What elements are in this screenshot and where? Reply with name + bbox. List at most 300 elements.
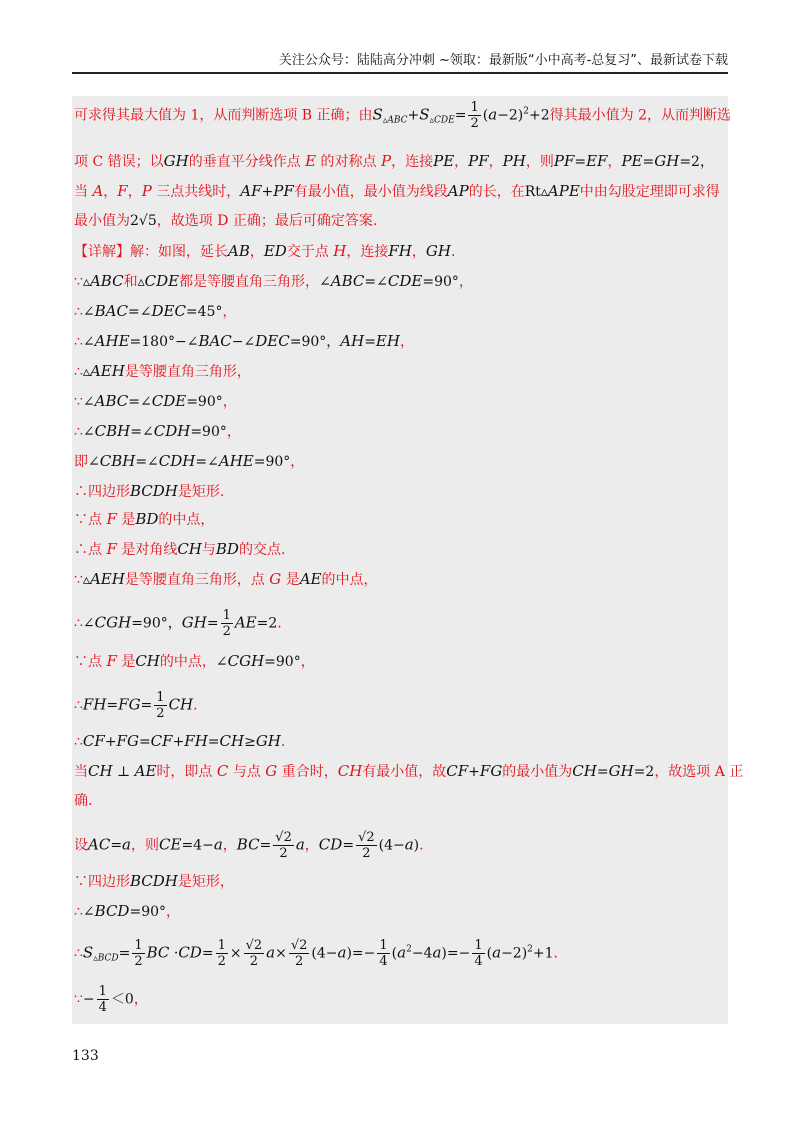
math-symbol: BAC — [198, 332, 232, 350]
text-run: ▵CDE — [429, 115, 455, 126]
text-run: ， — [222, 837, 237, 854]
text-run: × — [275, 945, 287, 962]
text-run: ∴点 — [74, 542, 107, 558]
math-symbol: PF — [553, 152, 575, 170]
text-run: −∠ — [231, 334, 256, 350]
math-symbol: CDE — [151, 392, 187, 410]
text-run: =∠ — [128, 394, 152, 410]
math-symbol: C — [216, 762, 229, 780]
math-symbol: BC — [236, 835, 260, 854]
math-symbol: CBH — [94, 422, 131, 440]
math-symbol: AE — [134, 762, 157, 780]
text-run: . — [419, 837, 424, 854]
text-run: =90° — [253, 454, 291, 470]
math-symbol: CDE — [387, 272, 423, 290]
math-symbol: FH — [184, 732, 208, 750]
math-symbol: a — [404, 835, 414, 854]
math-symbol: S — [82, 943, 94, 962]
math-symbol: AE — [299, 570, 322, 588]
math-symbol: PE — [621, 152, 643, 170]
text-line — [74, 300, 236, 323]
text-run: ∠ — [88, 454, 100, 470]
text-run: ， — [103, 184, 118, 200]
math-symbol: AF — [240, 182, 262, 200]
text-line — [74, 568, 378, 591]
text-run: ， — [300, 654, 315, 670]
math-symbol: BAC — [94, 302, 128, 320]
text-run: + — [172, 734, 185, 750]
text-run: 与点 — [228, 764, 266, 780]
math-symbol: GH — [255, 732, 281, 750]
math-symbol: BCDH — [130, 482, 178, 500]
math-symbol: GH — [425, 242, 451, 260]
text-run: =∠ — [135, 454, 159, 470]
text-line — [74, 730, 285, 753]
fraction — [216, 938, 228, 969]
math-symbol: a — [213, 835, 223, 854]
text-run: ∴ — [74, 304, 83, 320]
text-line — [74, 608, 282, 639]
text-run: ，则 — [131, 837, 159, 854]
math-symbol: FG — [116, 732, 139, 750]
fraction-denominator: 4 — [474, 954, 483, 969]
text-run: 即 — [74, 454, 88, 470]
text-line — [74, 900, 180, 923]
text-run: 是矩形. — [177, 484, 225, 500]
text-run: = — [259, 837, 272, 854]
text-run: (4− — [378, 837, 405, 854]
text-line — [74, 938, 558, 970]
fraction-numerator: 1 — [134, 938, 143, 953]
text-run: + — [104, 734, 117, 750]
text-run: ∠ — [215, 654, 228, 670]
fraction-denominator: 2 — [217, 954, 226, 969]
text-run: )=− — [346, 945, 376, 962]
text-run: =90° — [190, 424, 227, 440]
text-run: 中由勾股定理即可求得 — [579, 184, 720, 200]
math-symbol: CD — [178, 943, 202, 962]
fraction-numerator: 1 — [379, 938, 388, 953]
fraction — [132, 938, 144, 969]
text-run: ＜0 — [110, 991, 134, 1008]
text-run: 当 — [74, 764, 88, 780]
text-line — [74, 450, 304, 473]
math-symbol: a — [432, 943, 442, 962]
math-symbol: BD — [135, 510, 159, 528]
math-symbol: F — [106, 510, 117, 528]
text-run: 是 — [116, 512, 136, 528]
math-symbol: a — [122, 835, 131, 854]
fraction — [273, 830, 294, 861]
text-run: ∵ — [74, 274, 83, 290]
text-run: ) — [413, 837, 420, 854]
math-symbol: F — [106, 652, 117, 670]
math-symbol: CGH — [94, 613, 132, 632]
text-run: + — [407, 107, 420, 124]
text-run: 项 C 错误；以 — [74, 154, 164, 170]
text-run: . — [450, 244, 456, 260]
math-symbol: a — [337, 943, 347, 962]
text-run: 的对称点 — [316, 154, 382, 170]
fraction-denominator: 2 — [134, 954, 143, 969]
fraction-denominator: 2 — [362, 846, 371, 861]
math-symbol: AEH — [89, 362, 125, 380]
text-run: ∴四边形 — [74, 484, 130, 500]
text-run: 是对角线 — [116, 542, 178, 558]
text-run: 得其最小值为 2，从而判断选 — [549, 107, 732, 124]
math-symbol: a — [488, 105, 498, 124]
text-run: 2 — [523, 106, 530, 117]
math-symbol: GH — [181, 613, 207, 632]
text-run: ≥ — [244, 734, 256, 750]
text-run: = — [342, 837, 355, 854]
math-symbol: G — [269, 570, 282, 588]
text-run: 当 — [74, 184, 93, 200]
text-run: = — [206, 615, 219, 632]
text-run: ▵ — [82, 364, 90, 380]
math-symbol: S — [419, 105, 430, 124]
text-run: = — [574, 154, 587, 170]
text-run: 是 — [281, 572, 300, 588]
fraction — [289, 938, 310, 969]
text-run: ， — [290, 454, 305, 470]
text-run: ， — [607, 154, 622, 170]
fraction-numerator: 1 — [474, 938, 483, 953]
text-run: ▵ — [82, 274, 90, 290]
text-run: = — [201, 945, 214, 962]
math-symbol: BCDH — [130, 872, 178, 890]
text-run: 2 — [527, 944, 533, 955]
text-run: =45° — [185, 304, 223, 320]
text-line — [74, 870, 234, 893]
fraction-denominator: 4 — [98, 1000, 107, 1015]
fraction-numerator: 1 — [156, 690, 165, 705]
text-run: =∠ — [128, 304, 152, 320]
text-line — [74, 830, 424, 861]
text-run: ∵点 — [74, 512, 107, 528]
text-run: ，连接 — [346, 244, 389, 260]
math-symbol: GH — [654, 152, 680, 170]
text-run: ▵ — [137, 274, 145, 290]
text-run: ∠ — [82, 904, 95, 920]
fraction-numerator: 1 — [222, 608, 231, 623]
text-run: = — [596, 764, 609, 780]
math-symbol: ABC — [89, 272, 124, 290]
fraction-numerator: 1 — [98, 984, 107, 999]
text-line — [74, 508, 214, 531]
text-line — [74, 690, 198, 721]
math-symbol: APE — [547, 182, 580, 200]
math-symbol: EF — [586, 152, 608, 170]
text-line — [74, 330, 414, 353]
math-symbol: AE — [234, 613, 257, 632]
fraction-denominator: 2 — [294, 954, 304, 969]
math-symbol: ED — [263, 242, 287, 260]
text-run: ， — [454, 154, 469, 170]
text-run: ， — [222, 304, 237, 320]
text-run: = — [454, 107, 467, 124]
text-run: =∠ — [130, 424, 154, 440]
math-symbol: E — [305, 152, 317, 170]
text-run: ∴ — [74, 734, 83, 750]
fraction-denominator: 2 — [249, 954, 258, 969]
text-run: = — [140, 697, 153, 714]
text-run: 的交点. — [238, 542, 286, 558]
text-run: 2 — [406, 944, 412, 955]
text-run: =90° — [186, 394, 223, 410]
text-run: . — [553, 945, 558, 962]
text-run: ， — [127, 184, 142, 200]
text-run: =90°， — [289, 334, 341, 350]
fraction-denominator: 2 — [222, 624, 231, 639]
text-run: = — [110, 837, 123, 854]
math-symbol: FH — [388, 242, 412, 260]
math-symbol: AHE — [94, 332, 130, 350]
text-run: = — [364, 334, 376, 350]
fraction-numerator: √2 — [245, 938, 263, 953]
text-run: =∠ — [364, 274, 388, 290]
text-line — [74, 650, 315, 673]
math-symbol: CH — [177, 540, 202, 558]
text-run: ( — [482, 107, 489, 124]
text-run: 是等腰直角三角形， — [124, 364, 251, 380]
math-symbol: AHE — [218, 452, 254, 470]
math-symbol: PE — [433, 152, 455, 170]
text-run: 是矩形， — [177, 874, 234, 890]
text-run: =2 — [256, 615, 278, 632]
text-run: ， — [166, 904, 181, 920]
text-run: ， — [133, 991, 148, 1008]
text-run: ， — [411, 244, 426, 260]
math-symbol: AB — [228, 242, 250, 260]
text-run: ，故选项 A 正 — [654, 764, 744, 780]
solution-block — [72, 96, 744, 1024]
text-run: 的垂直平分线作点 — [188, 154, 306, 170]
text-run: ∴ — [74, 424, 83, 440]
math-symbol: BC — [146, 943, 170, 962]
fraction-denominator: 2 — [470, 116, 479, 131]
text-run: 重合时， — [277, 764, 338, 780]
math-symbol: P — [141, 182, 152, 200]
text-run: =90° — [129, 904, 167, 920]
text-run: = — [138, 734, 151, 750]
math-symbol: DEC — [151, 302, 186, 320]
text-run: ， — [304, 837, 319, 854]
fraction — [377, 938, 389, 969]
math-symbol: DEC — [255, 332, 290, 350]
math-symbol: S — [372, 105, 383, 124]
text-line — [74, 420, 241, 443]
text-run: 可求得其最大值为 1，从而判断选项 B 正确；由 — [74, 107, 373, 124]
text-line — [74, 790, 92, 812]
text-run: ∵点 — [74, 654, 107, 670]
text-run: ( — [486, 945, 493, 962]
text-run: 是等腰直角三角形，点 — [124, 572, 270, 588]
fraction-numerator: 1 — [470, 100, 479, 115]
math-symbol: GH — [163, 152, 189, 170]
text-run: ，故选项 D 正确；最后可确定答案. — [156, 213, 378, 229]
math-symbol: CH — [135, 652, 160, 670]
math-symbol: CF — [82, 732, 105, 750]
text-run: ， — [488, 154, 503, 170]
fraction — [472, 938, 484, 969]
text-run: 三点共线时， — [151, 184, 241, 200]
text-run: ∵ — [74, 991, 83, 1008]
text-run: 最小值为 — [74, 213, 130, 229]
math-symbol: a — [397, 943, 407, 962]
text-run: ， — [399, 334, 414, 350]
fraction-numerator: √2 — [358, 830, 375, 845]
text-run: ，则 — [525, 154, 554, 170]
text-run: 的中点， — [321, 572, 378, 588]
text-run: 的中点， — [159, 654, 216, 670]
text-run: . — [277, 615, 282, 632]
math-symbol: CDH — [153, 422, 191, 440]
text-run: ( — [391, 945, 398, 962]
math-symbol: AC — [88, 835, 111, 854]
fraction — [356, 830, 377, 861]
text-run: =180°−∠ — [129, 334, 199, 350]
text-run: = — [642, 154, 655, 170]
math-symbol: BCD — [94, 902, 130, 920]
text-run: +2 — [529, 107, 550, 124]
math-symbol: CH — [168, 695, 194, 714]
text-run: 与 — [201, 542, 216, 558]
math-symbol: CH — [219, 732, 245, 750]
text-run: 时，即点 — [156, 764, 217, 780]
text-line — [74, 270, 473, 293]
math-symbol: CE — [159, 835, 182, 854]
text-run: 2√5 — [130, 213, 157, 229]
text-run: · — [169, 945, 179, 962]
text-run: −4 — [411, 945, 433, 962]
math-symbol: H — [333, 242, 347, 260]
text-run: ⊥ — [112, 764, 135, 780]
text-line — [74, 180, 720, 203]
text-run: ∵ — [74, 394, 83, 410]
text-run: 【详解】解：如图，延长 — [74, 244, 228, 260]
text-run: ∠ — [82, 334, 95, 350]
text-line — [74, 100, 731, 132]
text-run: =90° — [264, 654, 301, 670]
text-run: = — [207, 734, 220, 750]
math-symbol: CDH — [158, 452, 196, 470]
math-symbol: CF — [150, 732, 173, 750]
text-run: ∵ — [74, 572, 83, 588]
text-run: + — [468, 764, 480, 780]
math-symbol: PF — [273, 182, 294, 200]
text-run: ∠ — [82, 615, 95, 632]
text-run: + — [261, 184, 274, 200]
fraction-denominator: 2 — [279, 846, 288, 861]
header-text: 关注公众号：陆陆高分冲刺 ~领取：最新版“小中高考-总复习”、最新试卷下载 — [278, 53, 728, 68]
fraction — [221, 608, 233, 639]
math-symbol: BD — [215, 540, 239, 558]
text-run: −2) — [497, 107, 524, 124]
text-run: 确. — [74, 793, 93, 809]
text-run: ∴ — [74, 334, 83, 350]
math-symbol: P — [381, 152, 392, 170]
math-symbol: AP — [447, 182, 469, 200]
fraction-numerator: √2 — [290, 938, 308, 953]
math-symbol: CH — [88, 762, 113, 780]
math-symbol: F — [117, 182, 128, 200]
text-run: =2， — [679, 154, 714, 170]
fraction-denominator: 4 — [379, 954, 388, 969]
text-run: ∠ — [319, 274, 331, 290]
text-run: ∴ — [74, 945, 83, 962]
math-symbol: EH — [375, 332, 400, 350]
text-run: (4− — [311, 945, 338, 962]
math-symbol: ABC — [330, 272, 365, 290]
text-run: ∴ — [74, 615, 83, 632]
text-line — [74, 360, 251, 383]
math-symbol: CBH — [99, 452, 136, 470]
text-run: 和 — [123, 274, 138, 290]
text-line — [74, 760, 743, 783]
text-run: ▵ABC — [382, 115, 408, 126]
text-run: ， — [226, 424, 241, 440]
text-line — [74, 150, 714, 173]
math-symbol: a — [295, 835, 305, 854]
text-run: =90° — [422, 274, 459, 290]
text-run: ∴ — [74, 904, 83, 920]
math-symbol: CF — [446, 762, 469, 780]
math-symbol: CDE — [144, 272, 180, 290]
math-symbol: F — [106, 540, 117, 558]
text-line — [74, 480, 224, 503]
math-symbol: CH — [337, 762, 363, 780]
text-run: ，连接 — [391, 154, 434, 170]
text-line — [74, 240, 455, 263]
text-run: ∠ — [82, 394, 95, 410]
math-symbol: PH — [502, 152, 526, 170]
text-run: =4− — [181, 837, 214, 854]
math-symbol: A — [92, 182, 104, 200]
text-run: × — [229, 945, 242, 962]
math-symbol: AEH — [89, 570, 125, 588]
page-header — [72, 50, 728, 74]
math-symbol: CH — [572, 762, 597, 780]
text-run: ， — [249, 244, 264, 260]
text-run: ▵BCD — [93, 953, 119, 964]
text-run: =∠ — [195, 454, 219, 470]
math-symbol: G — [265, 762, 278, 780]
text-run: Rt▵ — [524, 184, 548, 200]
math-symbol: FH — [82, 695, 107, 714]
text-run: =90°， — [131, 615, 182, 632]
text-run: ∴ — [74, 697, 83, 714]
math-symbol: CD — [318, 835, 343, 854]
math-symbol: FG — [118, 695, 141, 714]
fraction-numerator: 1 — [217, 938, 226, 953]
text-run: . — [193, 697, 198, 714]
text-run: ∵四边形 — [74, 874, 130, 890]
math-symbol: a — [266, 943, 276, 962]
text-line — [74, 984, 148, 1015]
text-run: ， — [458, 274, 473, 290]
text-run: 的中点， — [158, 512, 215, 528]
text-line — [74, 390, 237, 413]
fraction — [468, 100, 480, 131]
text-run: =2 — [633, 764, 655, 780]
text-run: − — [82, 991, 95, 1008]
math-symbol: FG — [479, 762, 503, 780]
math-symbol: a — [492, 943, 502, 962]
text-run: +1 — [532, 945, 554, 962]
text-run: )=− — [441, 945, 471, 962]
text-run: ∠ — [82, 304, 95, 320]
